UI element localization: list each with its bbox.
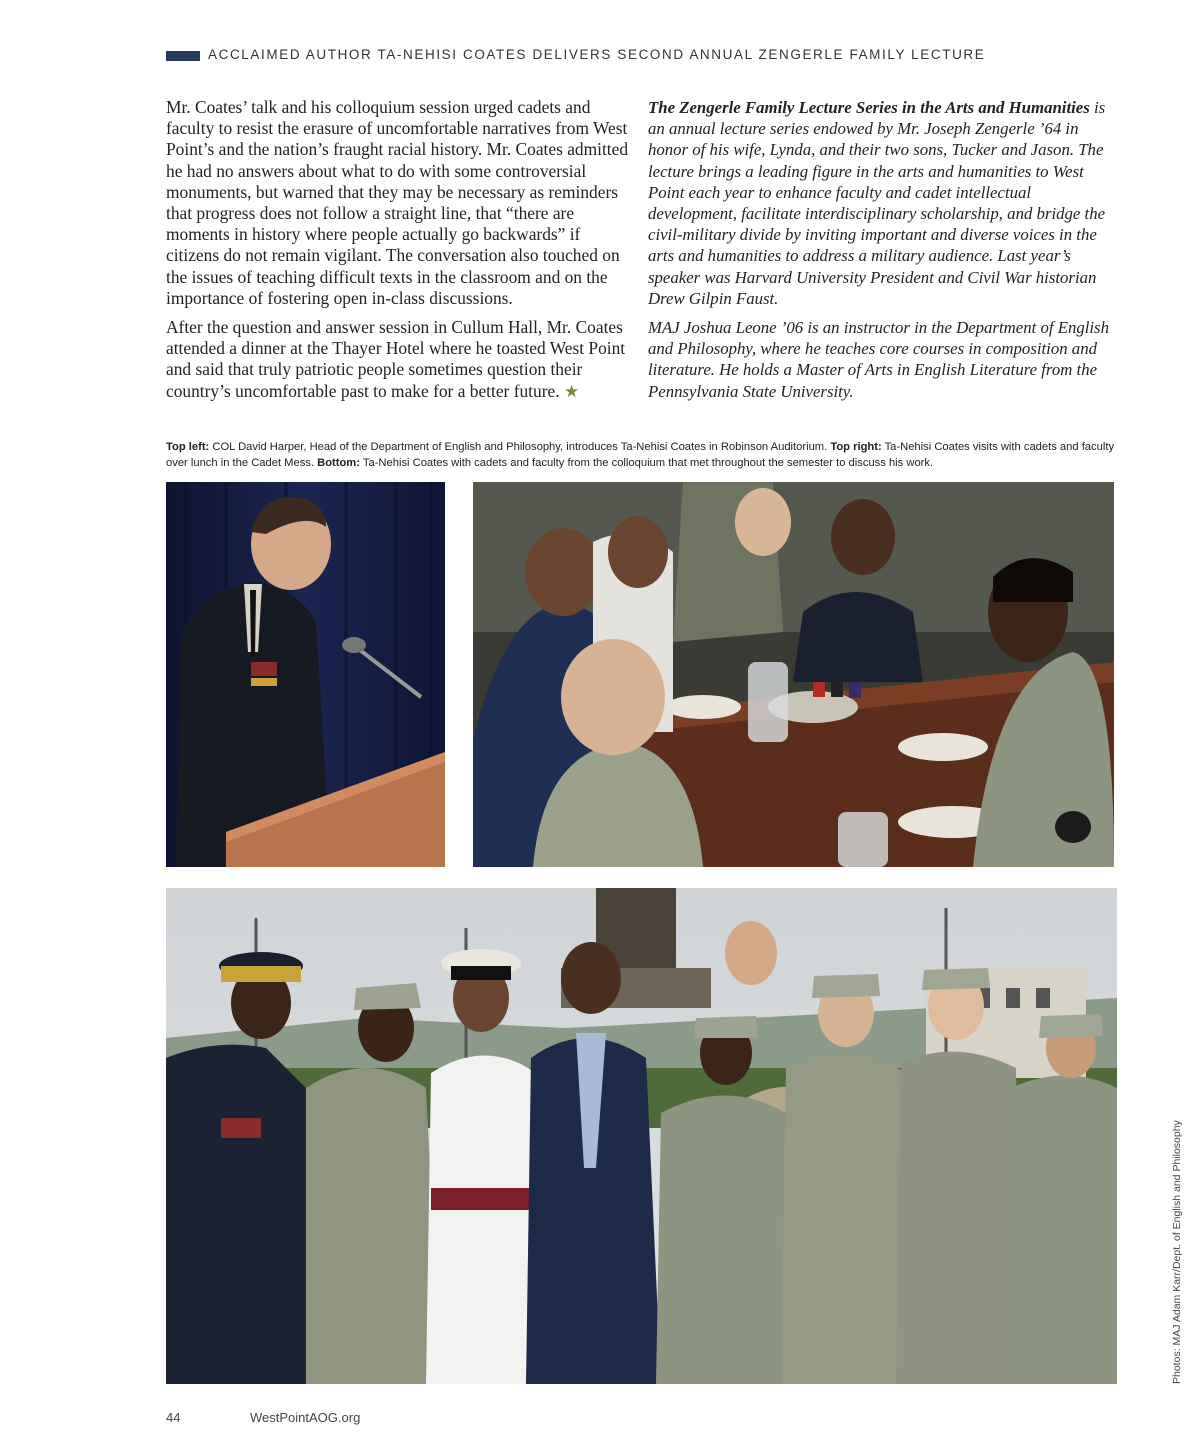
end-star-icon: ★ — [563, 381, 580, 401]
speaker-at-podium-photo — [166, 482, 445, 867]
header-accent-bar — [166, 51, 200, 61]
lunch-in-cadet-mess-photo — [473, 482, 1114, 867]
left-paragraph-1: Mr. Coates’ talk and his colloquium session urged cadets and faculty to resist the erasure of uncomfortable narratives from West Point’s and the nation’s fraught racial history. Mr. Coates admitted he had no answers about what to do with some controversial monuments, but warned that they may be necessary as reminders that progress does not follow a straight line, that “there are moments in history where people actually go backwards” if citizens do not remain vigilant. The conversation also touched on the issues of teaching difficult texts in the classroom and on the importance of fostering open in-class discussions. — [166, 97, 629, 308]
footer-site-link[interactable]: WestPointAOG.org — [250, 1410, 361, 1425]
series-text: is an annual lecture series endowed by Mr. Joseph Zengerle ’64 in honor of his wife, Lynda, and their two sons, Tucker and Jason. The lecture brings a leading figure in the arts and humanities to West Point each year to enhance faculty and cadet intellectual development, facilitate interdisciplinary scholarship, and bridge the civil-military divide by inviting important and diverse voices in the arts and humanities to address a military audience. Last year’s speaker was Harvard University President and Civil War historian Drew Gilpin Faust. — [648, 98, 1106, 308]
left-paragraph-2-text: After the question and answer session in Cullum Hall, Mr. Coates attended a dinner at the Thayer Hotel where he toasted West Point and said that truly patriotic people sometimes question their country’s uncomfortable past to make for a better future. — [166, 317, 626, 401]
caption-top-left-label: Top left: — [166, 441, 210, 453]
series-paragraph — [648, 97, 1116, 309]
photo-credit: Photos: MAJ Adam Karr/Dept. of English and Philosophy — [1171, 1120, 1183, 1384]
series-name: The Zengerle Family Lecture Series in the Arts and Humanities — [648, 98, 1090, 117]
left-paragraph-2 — [166, 317, 634, 402]
group-photo-outdoors — [166, 888, 1117, 1384]
caption-top-right-text: Ta-Nehisi Coates visits with cadets and faculty over lunch in the Cadet Mess. — [166, 441, 1115, 469]
author-bio: MAJ Joshua Leone ’06 is an instructor in the Department of English and Philosophy, where he teaches core courses in composition and literature. He holds a Master of Arts in English Literature from the Pennsylvania State University. — [648, 318, 1109, 401]
left-column — [166, 97, 634, 410]
running-header: ACCLAIMED AUTHOR TA-NEHISI COATES DELIVERS SECOND ANNUAL ZENGERLE FAMILY LECTURE — [208, 47, 986, 62]
caption-top-left-text: COL David Harper, Head of the Department of English and Philosophy, introduces Ta-Nehisi Coates in Robinson Auditorium. — [209, 441, 831, 453]
right-column — [648, 97, 1116, 410]
photo-caption — [166, 440, 1116, 471]
caption-bottom-text: Ta-Nehisi Coates with cadets and faculty from the colloquium that met throughout the semester to discuss his work. — [359, 456, 934, 469]
caption-top-right-label: Top right: — [830, 441, 882, 453]
page-number: 44 — [166, 1410, 181, 1425]
caption-bottom-label: Bottom: — [317, 456, 360, 469]
